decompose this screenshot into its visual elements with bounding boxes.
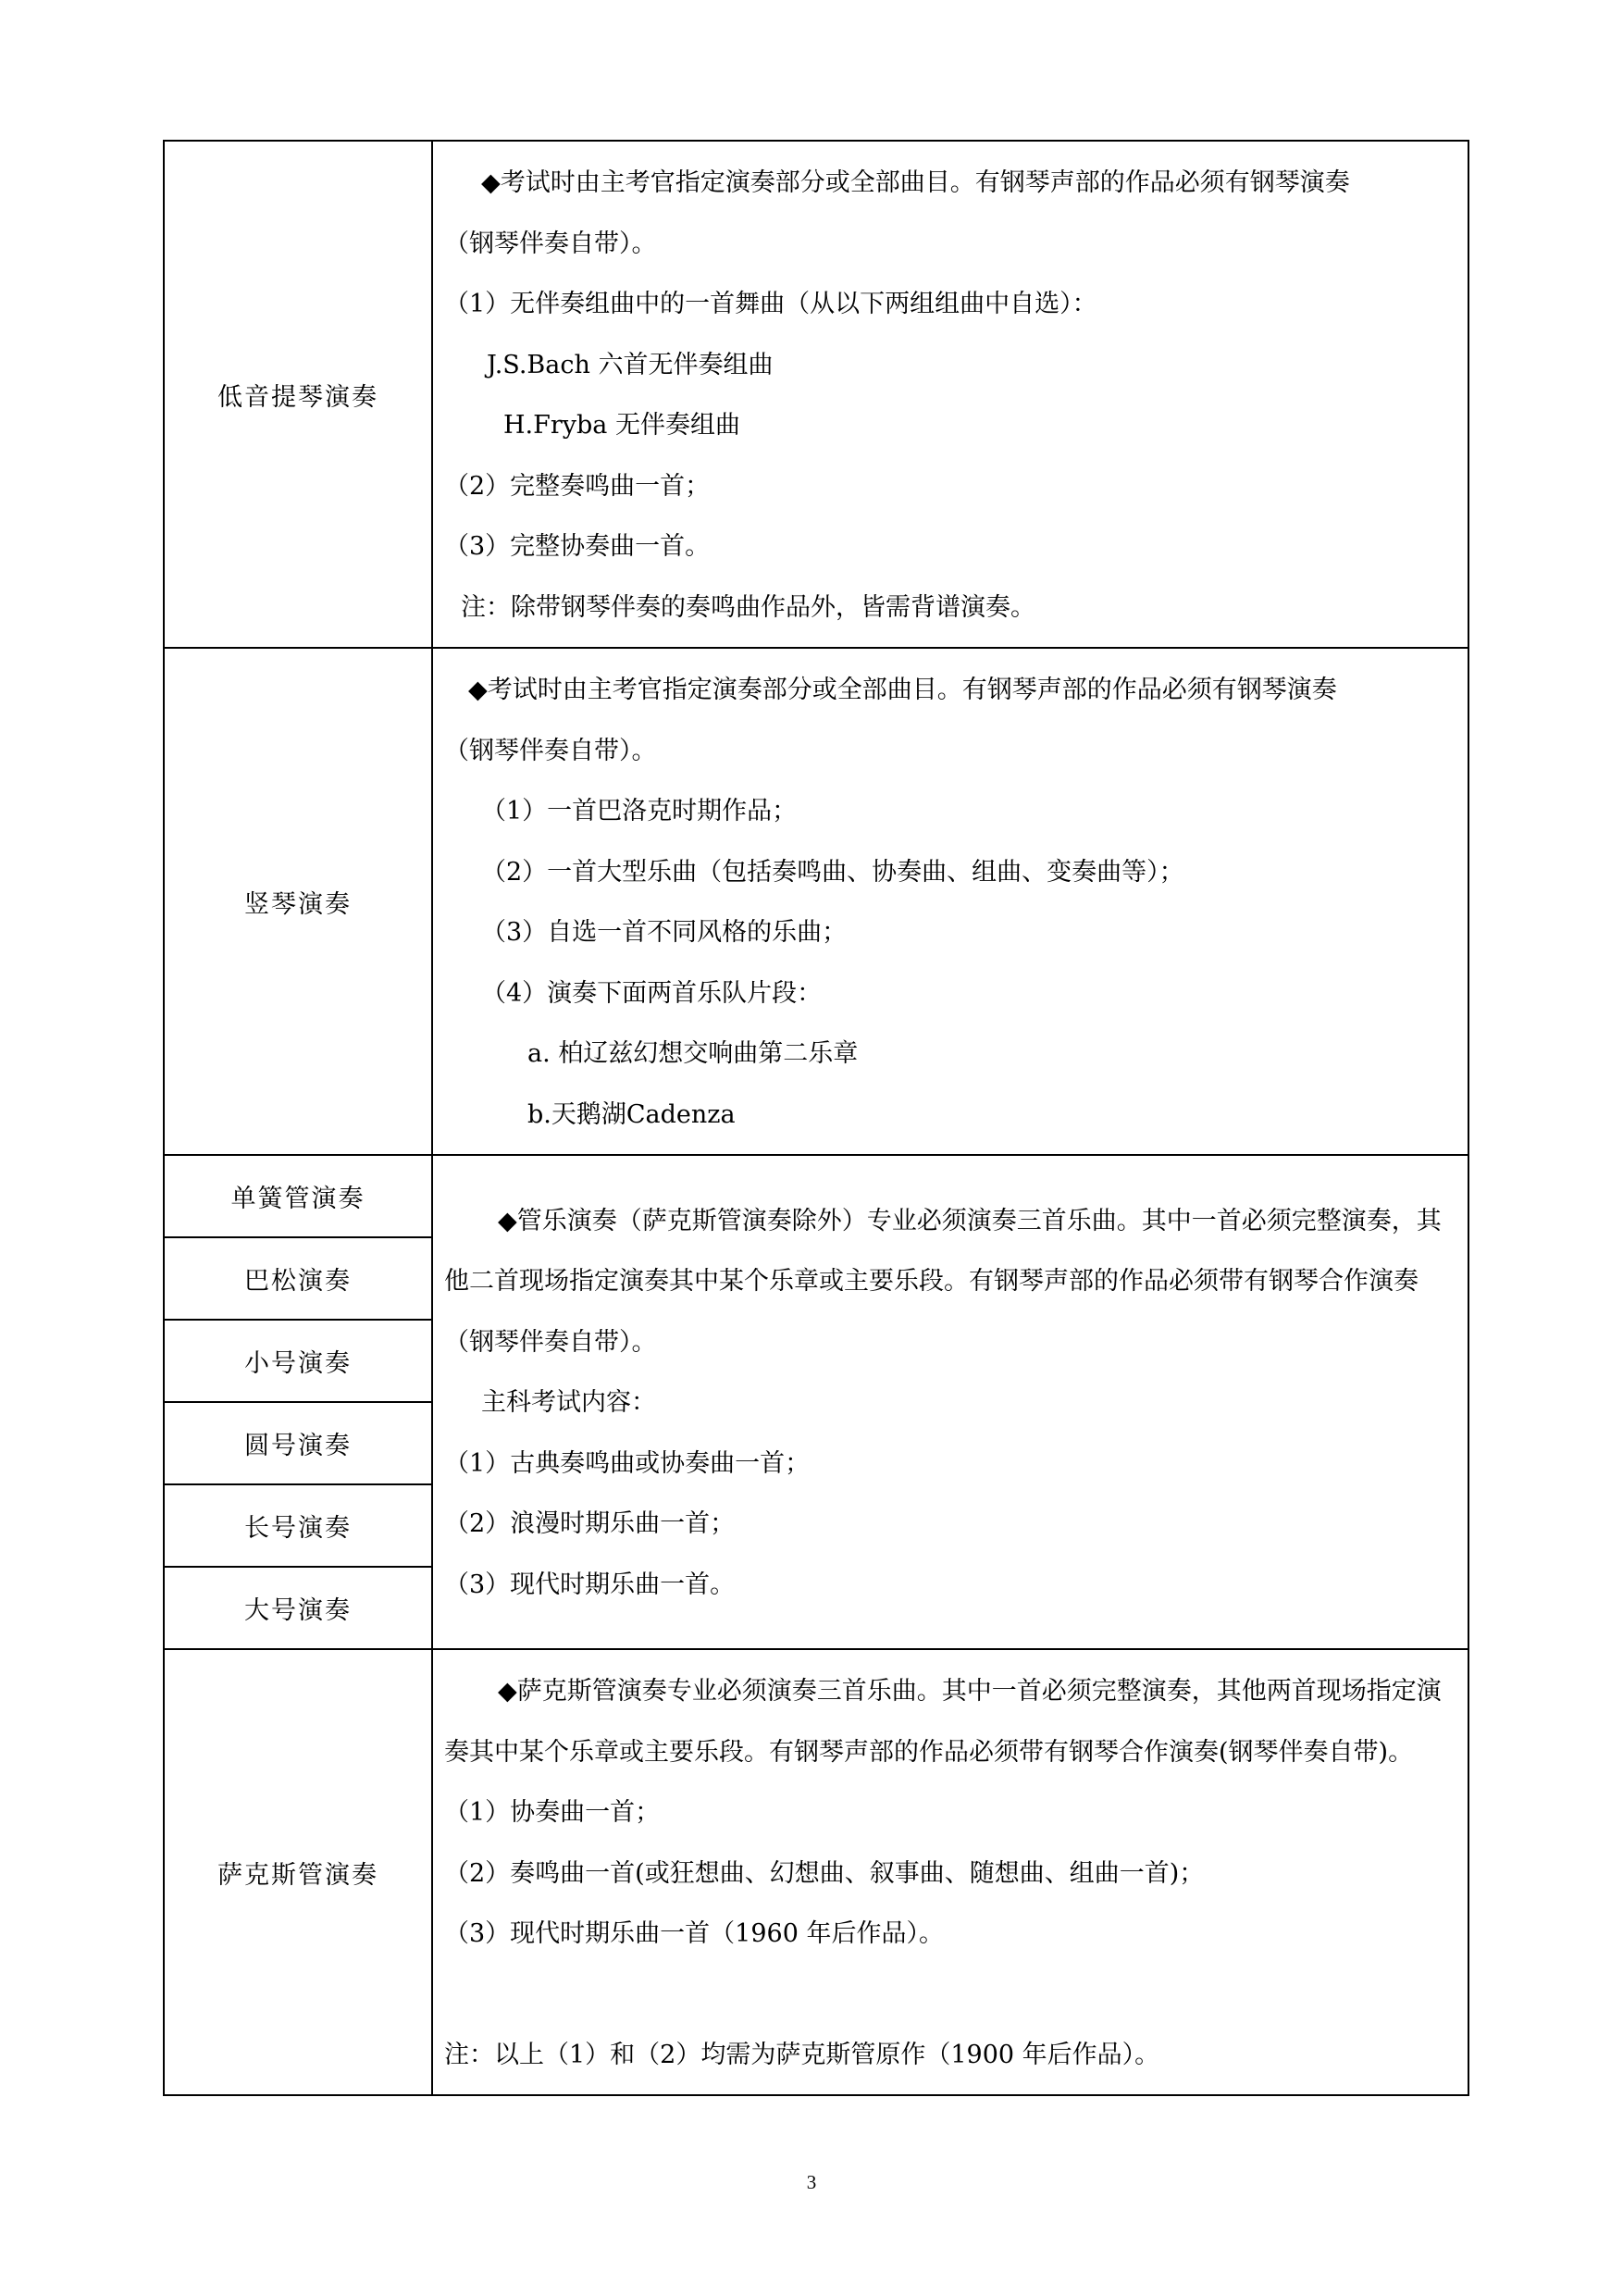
- requirement-line: （1）无伴奏组曲中的一首舞曲（从以下两组组曲中自选）：: [444, 290, 1097, 318]
- requirements-cell: [432, 141, 1468, 648]
- instrument-label: 萨克斯管演奏: [164, 1649, 432, 2095]
- requirement-line: （2）一首大型乐曲（包括奏鸣曲、协奏曲、组曲、变奏曲等）；: [481, 857, 1184, 887]
- requirement-line: （钢琴伴奏自带）。: [444, 229, 657, 258]
- requirement-line: （4）演奏下面两首乐队片段：: [481, 978, 823, 1008]
- table-row-brass-group: [164, 1155, 1468, 1237]
- requirement-line: ◆考试时由主考官指定演奏部分或全部曲目。有钢琴声部的作品必须有钢琴演奏: [481, 168, 1350, 197]
- requirement-line: H.Fryba 无伴奏组曲: [503, 411, 740, 440]
- requirement-line: （1）古典奏鸣曲或协奏曲一首；: [444, 1448, 811, 1478]
- requirements-cell: [432, 1649, 1468, 2095]
- requirement-line: b.天鹅湖Cadenza: [527, 1099, 736, 1129]
- blank-spacer: [444, 1965, 1456, 2025]
- requirement-line: （3）自选一首不同风格的乐曲；: [481, 918, 848, 947]
- requirement-line: （2）浪漫时期乐曲一首；: [444, 1509, 736, 1539]
- page-number: 3: [806, 2171, 817, 2193]
- requirement-line: （2）奏鸣曲一首(或狂想曲、幻想曲、叙事曲、随想曲、组曲一首)；: [444, 1858, 1205, 1888]
- requirement-paragraph: ◆萨克斯管演奏专业必须演奏三首乐曲。其中一首必须完整演奏，其他两首现场指定演奏其中某个乐章或主要乐段。有钢琴声部的作品必须带有钢琴合作演奏(钢琴伴奏自带)。: [444, 1677, 1442, 1767]
- instrument-label: 小号演奏: [164, 1320, 432, 1402]
- requirement-line: a. 柏辽兹幻想交响曲第二乐章: [527, 1039, 859, 1068]
- instrument-label: 大号演奏: [164, 1567, 432, 1649]
- requirement-line: ◆考试时由主考官指定演奏部分或全部曲目。有钢琴声部的作品必须有钢琴演奏: [468, 676, 1337, 704]
- requirement-line: （2）完整奏鸣曲一首；: [444, 471, 711, 501]
- instrument-label: 单簧管演奏: [164, 1155, 432, 1237]
- requirement-line: （1）协奏曲一首；: [444, 1798, 661, 1827]
- note-line: 注：除带钢琴伴奏的奏鸣曲作品外，皆需背谱演奏。: [461, 592, 1035, 622]
- requirement-line: （3）现代时期乐曲一首（1960 年后作品）。: [444, 1919, 944, 1948]
- instrument-label: 巴松演奏: [164, 1237, 432, 1320]
- requirement-line: 主科考试内容：: [481, 1388, 656, 1418]
- requirements-cell: [432, 1155, 1468, 1649]
- requirement-paragraph: ◆管乐演奏（萨克斯管演奏除外）专业必须演奏三首乐曲。其中一首必须完整演奏，其他二首现场指定演奏其中某个乐章或主要乐段。有钢琴声部的作品必须带有钢琴合作演奏（钢琴伴奏自带）。: [444, 1206, 1442, 1357]
- table-row-double-bass: [164, 141, 1468, 648]
- requirement-line: （3）现代时期乐曲一首。: [444, 1570, 736, 1599]
- requirement-line: J.S.Bach 六首无伴奏组曲: [487, 350, 774, 379]
- instrument-label: 竖琴演奏: [164, 648, 432, 1155]
- requirements-table: [163, 140, 1469, 2096]
- requirement-line: （1）一首巴洛克时期作品；: [481, 797, 798, 825]
- instrument-label: 圆号演奏: [164, 1402, 432, 1484]
- requirements-cell: [432, 648, 1468, 1155]
- instrument-label: 长号演奏: [164, 1484, 432, 1567]
- requirement-line: （钢琴伴奏自带）。: [444, 736, 657, 765]
- instrument-label: 低音提琴演奏: [164, 141, 432, 648]
- table-row-harp: [164, 648, 1468, 1155]
- table-row-saxophone: [164, 1649, 1468, 2095]
- note-line: 注：以上（1）和（2）均需为萨克斯管原作（1900 年后作品）。: [444, 2040, 1160, 2069]
- requirement-line: （3）完整协奏曲一首。: [444, 532, 711, 561]
